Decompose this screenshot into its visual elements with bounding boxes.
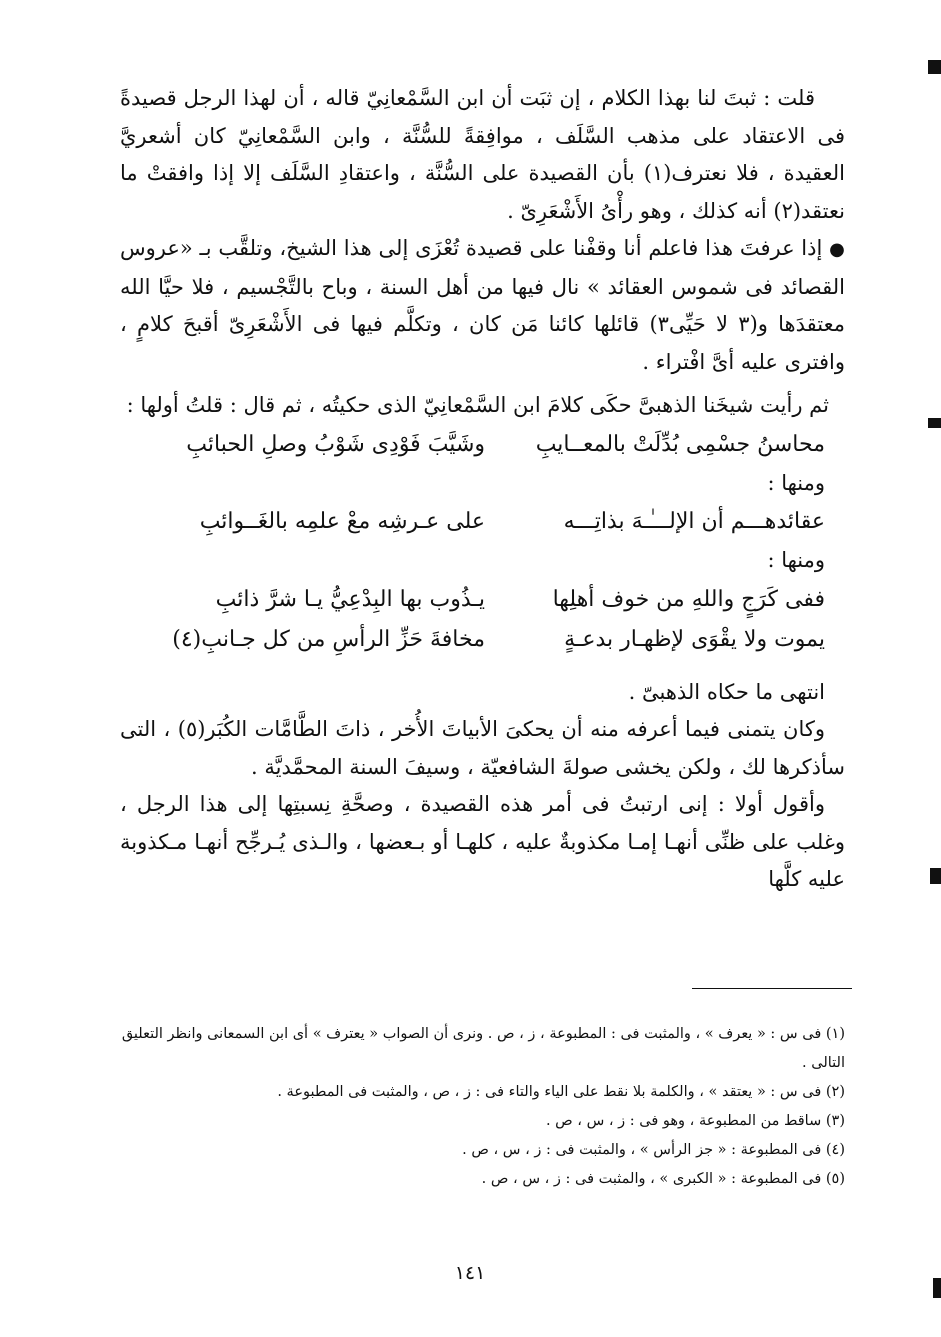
verse-line <box>120 425 825 465</box>
paragraph-3: وكان يتمنى فيما أعرفه منه أن يحكىَ الأبياتَ الأُخر ، ذاتَ الطَّامَّات الكُبَر(٥) ، التى سأذكرها لك ، ولكن يخشى صولةَ الشافعيّة ، وسيفَ السنة المحمَّديَّة . <box>120 717 845 779</box>
verse-hemistich-first: يموت ولا يقْوَى لإظهـار بدعـةٍ <box>564 626 825 652</box>
verse-hemistich-second: مخافةَ حَزِّ الرأسِ من كل جـانبِ(٤) <box>172 626 485 652</box>
footnote: (٢) فى س : « يعتقد » ، والكلمة بلا نقط على الياء والتاء فى : ز ، ص ، والمثبت فى المطبوعة . <box>277 1084 845 1100</box>
poem-label: ومنها : <box>767 470 825 495</box>
footnote: (١) فى س : « يعرف » ، والمثبت فى : المطبوعة ، ز ، ص . ونرى أن الصواب « يعترف » أى ابن السمعانى وانظر التعليق التالى . <box>121 1026 845 1071</box>
binding-mark <box>933 1278 941 1298</box>
binding-mark <box>928 418 941 428</box>
poem-closing: انتهى ما حكاه الذهبىّ . <box>628 679 825 704</box>
verse-line <box>120 620 825 660</box>
verse-line <box>120 502 825 542</box>
verse-hemistich-first: عقائدهـــم أن الإلـــٰـهَ بذاتِـــه <box>563 509 825 534</box>
verse-hemistich-first: ففى كَرَجٍ واللهِ من خوف أهلِها <box>552 586 825 612</box>
footnote: (٤) فى المطبوعة : « جز الرأس » ، والمثبت فى : ز ، س ، ص . <box>462 1142 845 1158</box>
page-number: ١٤١ <box>454 1262 486 1284</box>
verse-line <box>120 580 825 620</box>
bullet-icon: ● <box>829 239 845 260</box>
verse-hemistich-second: وشَيَّبَ فَوْدِى شَوْبُ وصلِ الحبائبِ <box>186 431 485 457</box>
verse-hemistich-second: على عـرشِه معْ علمِه بالغَــوائبِ <box>199 509 485 534</box>
footnote-divider <box>692 988 852 989</box>
footnote: (٣) ساقط من المطبوعة ، وهو فى : ز ، س ، ص . <box>545 1113 845 1129</box>
paragraph-4: وأقول أولا : إنى ارتبتُ فى أمر هذه القصيدة ، وصحَّةِ نِسبتِها إلى هذا الرجل ، وغلب على ظنِّى أنهـا إمـا مكذوبةٌ عليه ، كلهـا أو بـعضها ، والـذى يُـرجِّح أنهـا مـكذوبة عليه كلَّها <box>120 792 845 891</box>
paragraph-2-text: إذا عرفتَ هذا فاعلم أنا وقفْنا على قصيدة تُعْزَى إلى هذا الشيخ، وتلقَّب بـ «عروس القصائد فى شموس العقائد » نال فيها من أهل السنة ، وباح بالتَّجْسيم ، فلا حيَّا الله معتقدَها و(٣ لا حَيِّى٣) قائلها كائنا مَن كان ، وتكلَّم فيها فى الأَشْعَرِىّ أقبحَ كلامٍ ، وافترى عليه أىَّ افْتراء . <box>120 236 845 374</box>
poem-intro: ثم رأيت شيخَنا الذهبىَّ حكَى كلامَ ابن السَّمْعانِيّ الذى حكيتُه ، ثم قال : قلتُ أولها : <box>126 393 829 417</box>
binding-mark <box>928 60 941 74</box>
verse-hemistich-second: يـذُوب بها البِدْعِيُّ يـا شرَّ ذائبِ <box>215 586 485 612</box>
page-body <box>120 80 845 899</box>
poem-label: ومنها : <box>767 548 825 572</box>
footnote: (٥) فى المطبوعة : « الكبرى » ، والمثبت فى : ز ، س ، ص . <box>481 1171 845 1187</box>
binding-mark <box>930 868 941 884</box>
footnotes <box>120 1020 845 1194</box>
paragraph-1: قلت : ثبتَ لنا بهذا الكلام ، إن ثبَت أن ابن السَّمْعانِيّ قاله ، أن لهذا الرجل قصيدةً فى الاعتقاد على مذهب السَّلَف ، موافِقةً للسُّنَّة ، وابن السَّمْعانِيّ كان أشعريَّ العقيدة ، فلا نعترف(١) بأن القصيدة على السُّنَّة ، واعتقادِ السَّلَف إلا إذا وافقتْ ما نعتقد(٢) أنه كذلك ، وهو رأْىُ الأَشْعَرِىّ . <box>120 86 845 223</box>
verse-hemistich-first: محاسنُ جسْمِى بُدِّلَتْ بالمعــايبِ <box>535 431 825 457</box>
paragraph-2 <box>120 230 845 381</box>
